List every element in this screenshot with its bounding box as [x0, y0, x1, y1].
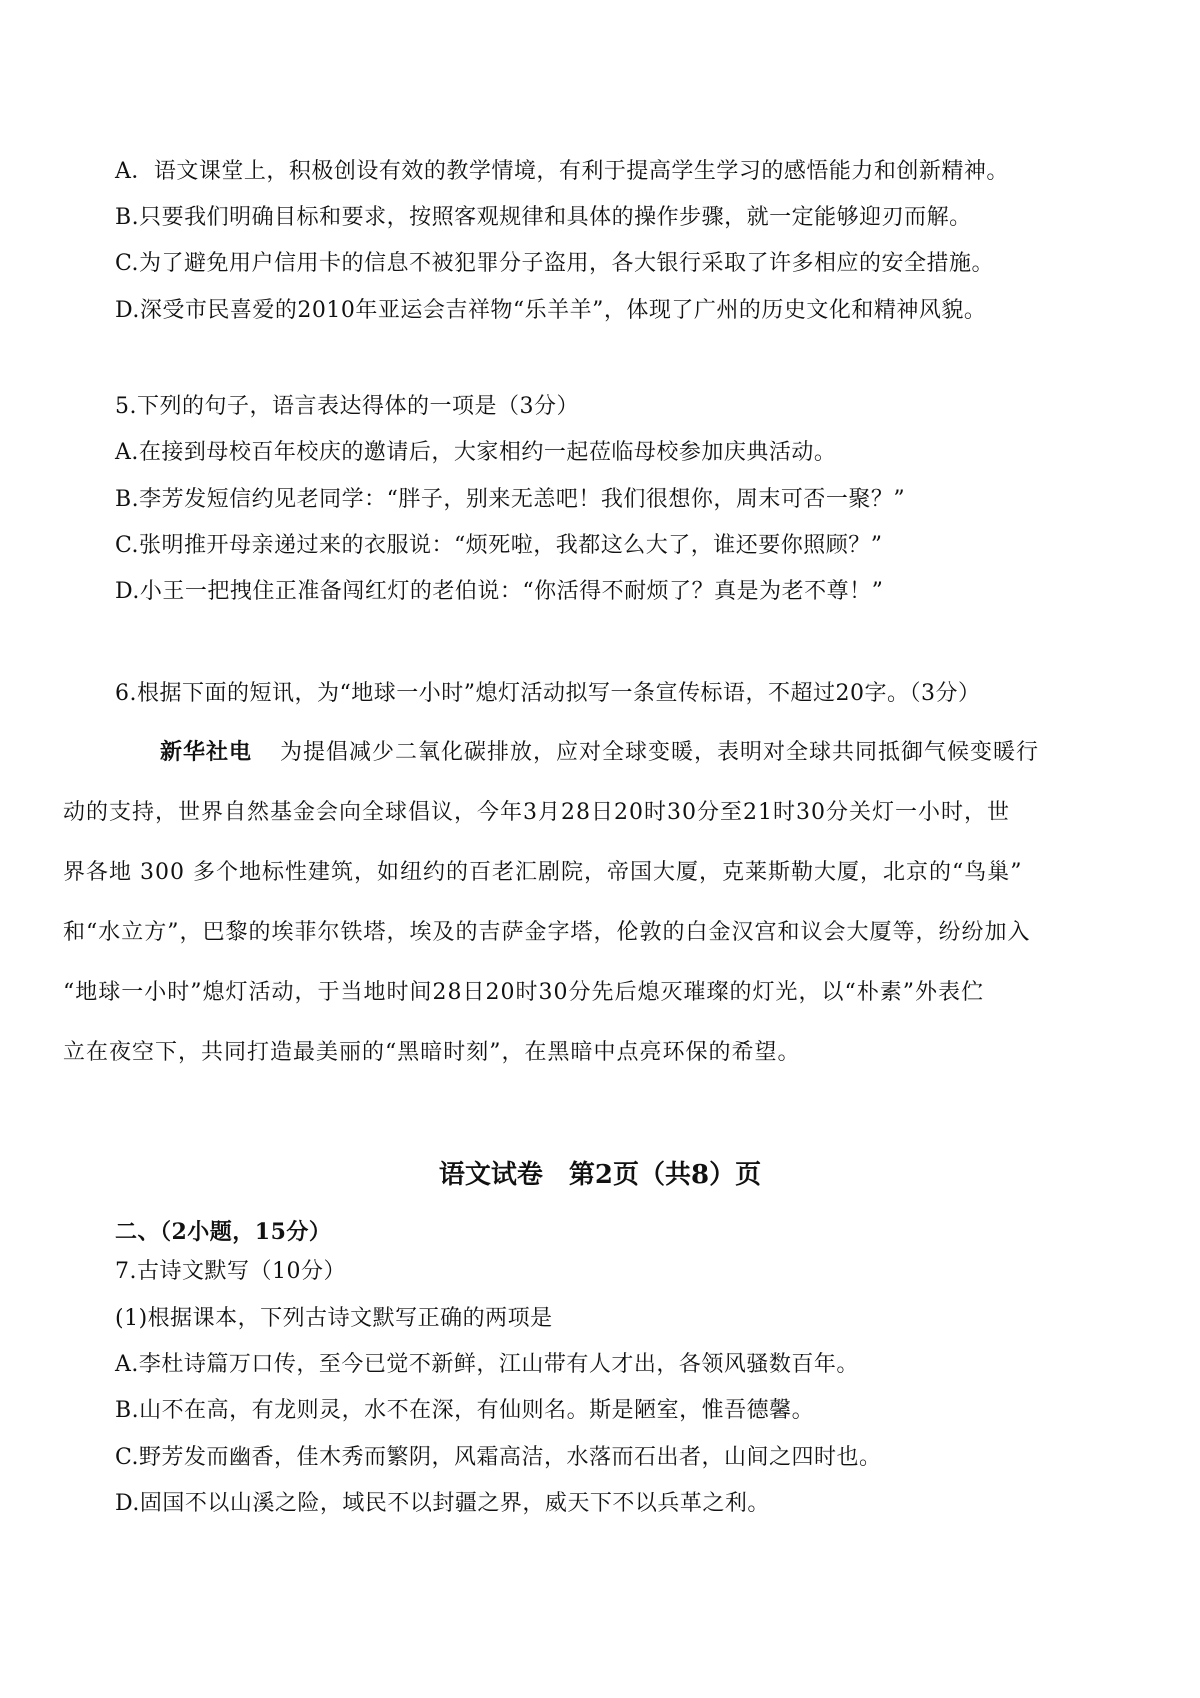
- q6-news-passage: [63, 722, 1103, 1083]
- q6-news-line-3: 界各地 300 多个地标性建筑，如纽约的百老汇剧院，帝国大厦，克莱斯勒大厦，北京的“鸟巢”: [63, 860, 1023, 885]
- q7-option-d: D.固国不以山溪之险，域民不以封疆之界，威天下不以兵革之利。: [115, 1491, 770, 1516]
- q7-option-b: B.山不在高，有龙则灵，水不在深，有仙则名。斯是陋室，惟吾德馨。: [115, 1398, 815, 1423]
- q6-news-source: 新华社电: [160, 739, 253, 765]
- q7-title: 7.古诗文默写（10分）: [115, 1259, 346, 1284]
- q4-option-a: A．语文课堂上，积极创设有效的教学情境，有利于提高学生学习的感悟能力和创新精神。: [115, 159, 1009, 184]
- q4-option-c: C.为了避免用户信用卡的信息不被犯罪分子盗用，各大银行采取了许多相应的安全措施。: [115, 251, 995, 276]
- q6-news-line-6: 立在夜空下，共同打造最美丽的“黑暗时刻”，在黑暗中点亮环保的希望。: [63, 1040, 801, 1065]
- q6-news-line-2: 动的支持，世界自然基金会向全球倡议，今年3月28日20时30分至21时30分关灯一小时，世: [63, 800, 1010, 825]
- q6-news-line-5: “地球一小时”熄灯活动，于当地时间28日20时30分先后熄灭璀璨的灯光，以“朴素”外表伫: [63, 980, 984, 1005]
- q6-news-line-1: 新华社电 为提倡减少二氧化碳排放，应对全球变暖，表明对全球共同抵御气候变暖行: [160, 739, 1040, 765]
- q5-option-b: B.李芳发短信约见老同学：“胖子，别来无恙吧！我们很想你，周末可否一聚？”: [115, 487, 906, 512]
- q6-news-line-4: 和“水立方”，巴黎的埃菲尔铁塔，埃及的吉萨金字塔，伦敦的白金汉宫和议会大厦等，纷纷加入: [63, 920, 1031, 945]
- q5-option-a: A.在接到母校百年校庆的邀请后，大家相约一起莅临母校参加庆典活动。: [115, 440, 837, 465]
- q7-sub1-stem: (1)根据课本，下列古诗文默写正确的两项是: [115, 1306, 553, 1331]
- q5-stem: 5.下列的句子，语言表达得体的一项是（3分）: [115, 394, 579, 419]
- q6-stem: 6.根据下面的短讯，为“地球一小时”熄灯活动拟写一条宣传标语，不超过20字。（3分）: [115, 681, 981, 706]
- q4-option-d: D.深受市民喜爱的2010年亚运会吉祥物“乐羊羊”，体现了广州的历史文化和精神风貌。: [115, 298, 987, 323]
- footer-page-number: 第2页（共8）页: [568, 1160, 762, 1190]
- q5-option-d: D.小王一把拽住正准备闯红灯的老伯说：“你活得不耐烦了？真是为老不尊！”: [115, 579, 884, 604]
- footer-subject: 语文试卷: [438, 1160, 543, 1190]
- page-footer: [0, 1158, 1200, 1192]
- q7-option-c: C.野芳发而幽香，佳木秀而繁阴，风霜高洁，水落而石出者，山间之四时也。: [115, 1445, 882, 1470]
- q5-option-c: C.张明推开母亲递过来的衣服说：“烦死啦，我都这么大了，谁还要你照顾？”: [115, 533, 883, 558]
- q7-option-a: A.李杜诗篇万口传，至今已觉不新鲜，江山带有人才出，各领风骚数百年。: [115, 1352, 859, 1377]
- section-2-heading: 二、（2小题，15分）: [115, 1219, 332, 1245]
- q4-option-b: B.只要我们明确目标和要求，按照客观规律和具体的操作步骤，就一定能够迎刃而解。: [115, 205, 972, 230]
